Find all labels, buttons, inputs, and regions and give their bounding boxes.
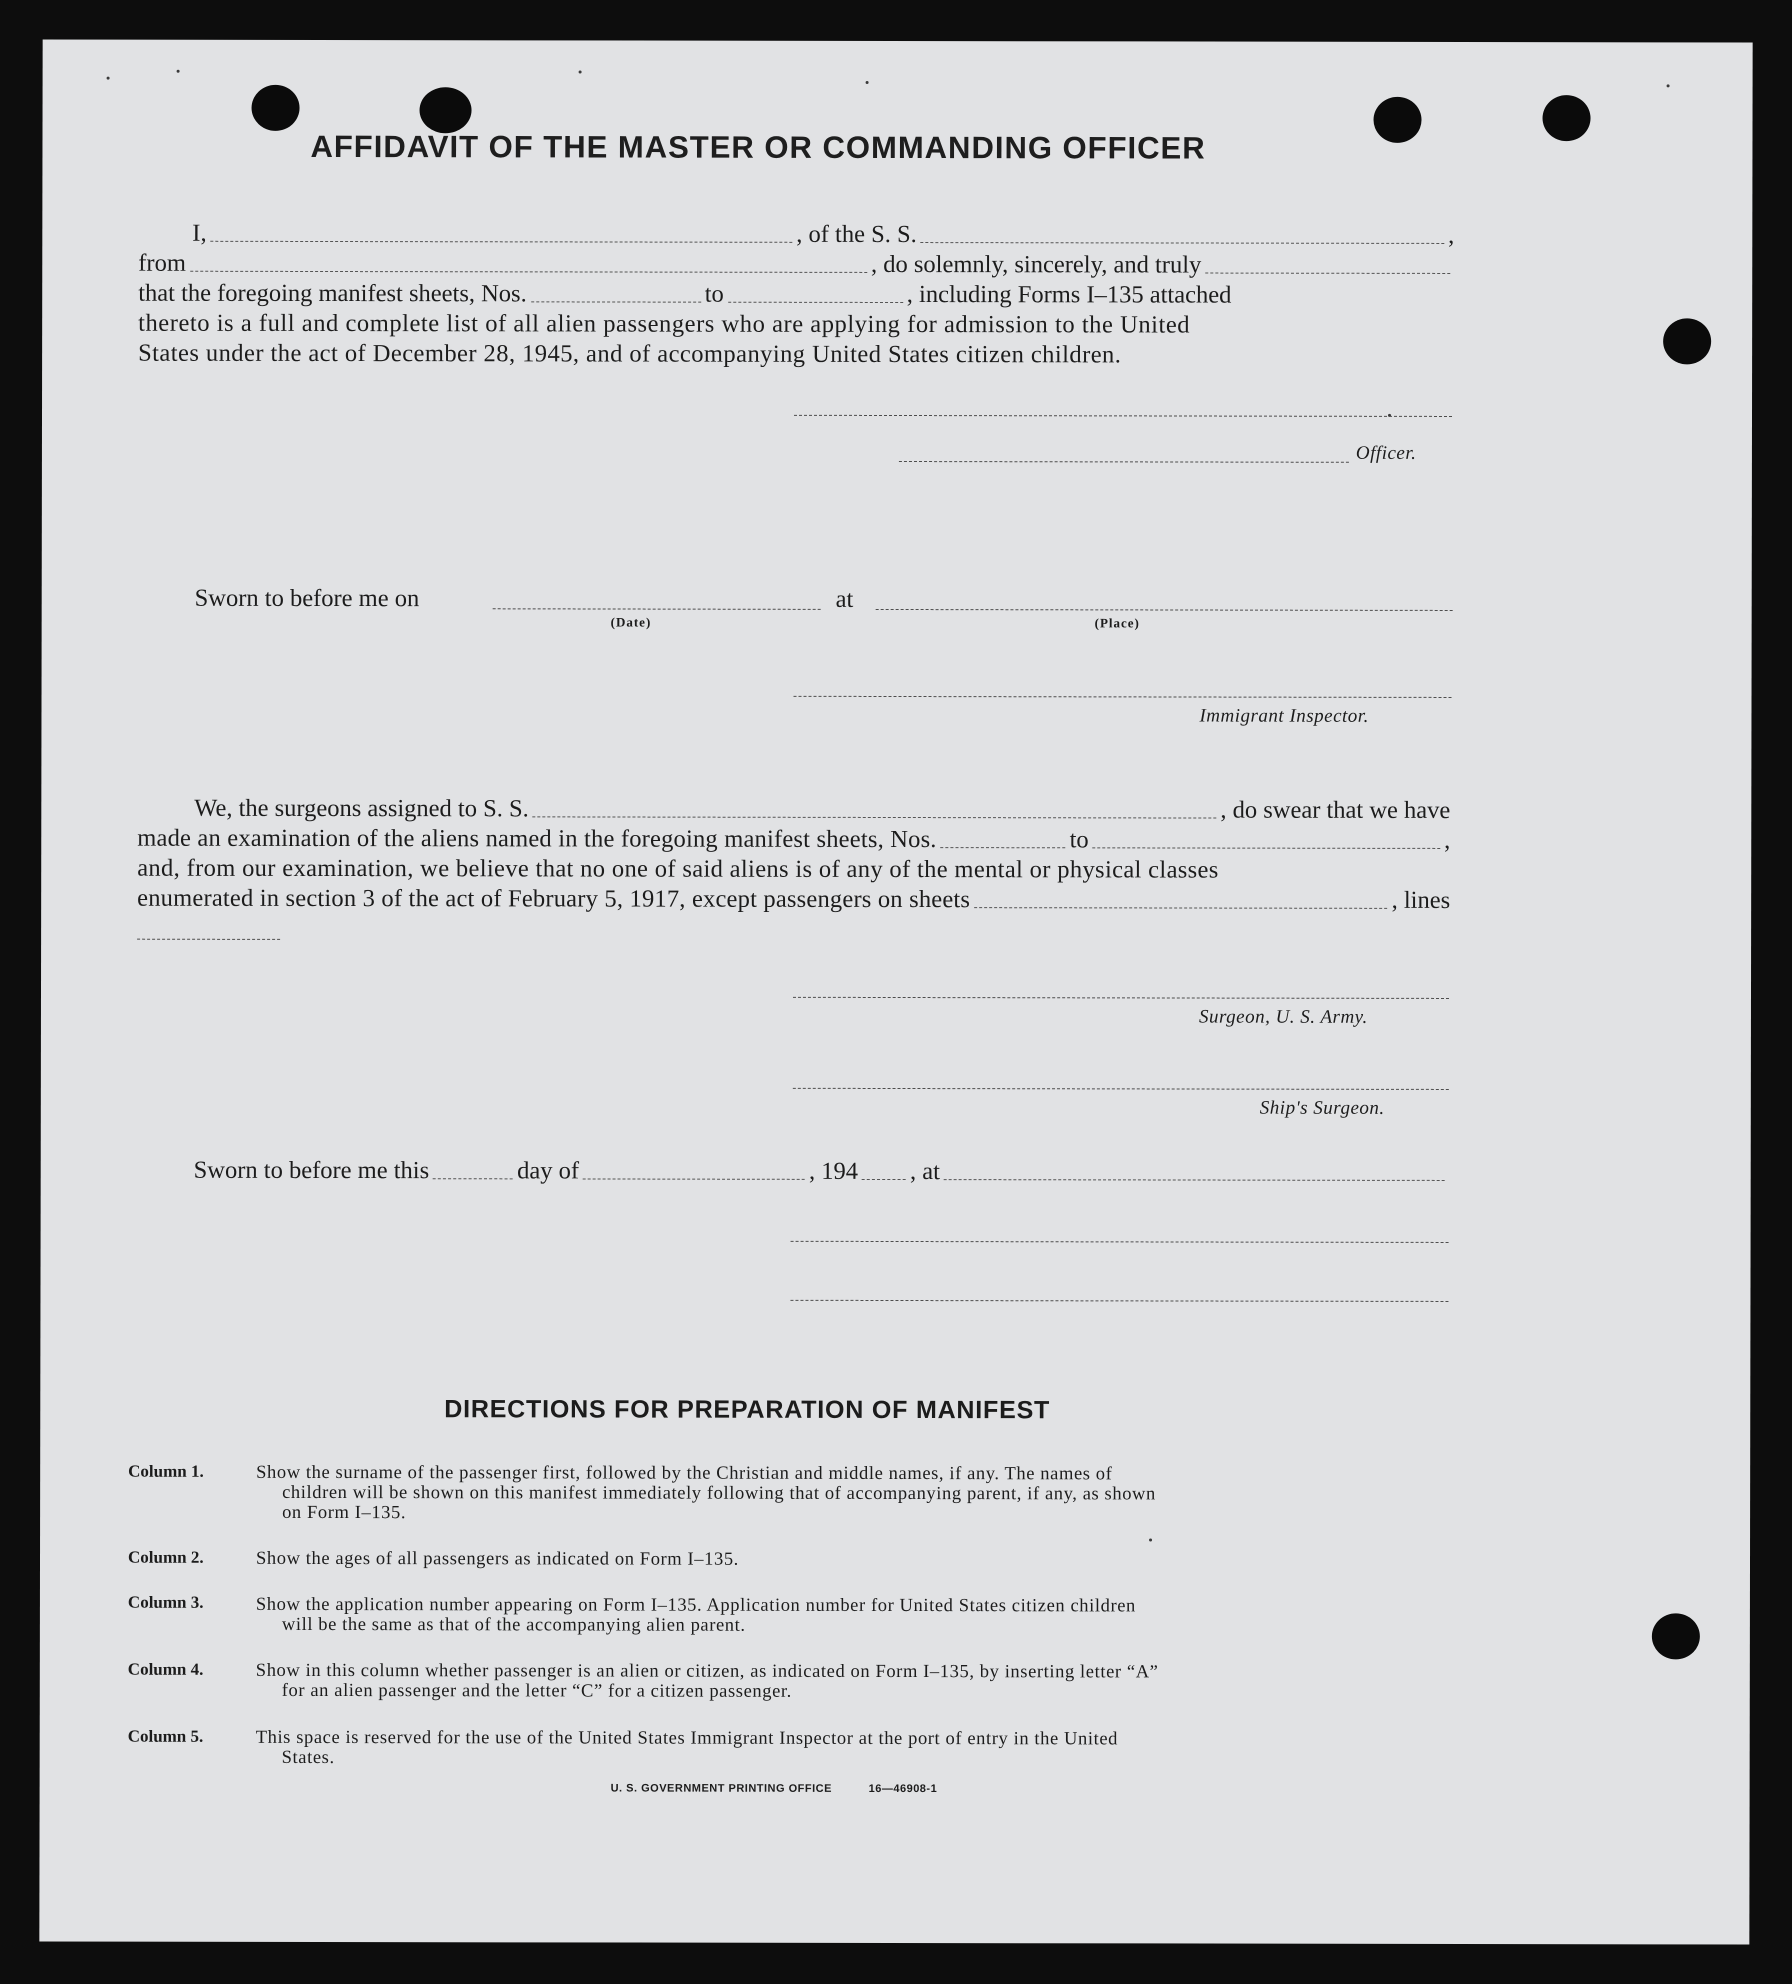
text: I, xyxy=(192,219,207,247)
surgeon-ship-field[interactable] xyxy=(533,816,1217,818)
sheets-from-field[interactable] xyxy=(531,301,701,302)
form-code-footer: 16—46908-1 xyxy=(868,1782,938,1796)
inspector-signature-line[interactable] xyxy=(794,696,1452,698)
text: children will be shown on this manifest immediately following that of accompanying parent, if any, as shown xyxy=(282,1482,1156,1505)
ship-surgeon-label: Ship's Surgeon. xyxy=(1259,1097,1385,1119)
sworn-place-field[interactable] xyxy=(876,609,1453,611)
punch-hole-2 xyxy=(419,87,471,133)
officer-title-line[interactable] xyxy=(899,461,1349,463)
affidavit-line-3 xyxy=(138,279,1454,311)
officer-signature-line-2[interactable] xyxy=(791,1241,1449,1243)
text: from xyxy=(138,249,186,277)
printer-footer: U. S. GOVERNMENT PRINTING OFFICE xyxy=(610,1782,832,1795)
speck xyxy=(866,81,869,84)
direction-head-1: Column 1. xyxy=(128,1461,204,1481)
affidavit-line-1 xyxy=(192,219,1454,251)
day-field[interactable] xyxy=(433,1178,513,1179)
text: , do solemnly, sincerely, and truly xyxy=(871,250,1202,279)
text: , xyxy=(1444,826,1451,854)
lines-field[interactable] xyxy=(137,939,280,940)
surgeon-line-4 xyxy=(137,884,1450,916)
surgeon-sheets-from-field[interactable] xyxy=(941,847,1066,848)
sheets-to-field[interactable] xyxy=(728,302,903,303)
surgeon-line-2 xyxy=(137,824,1450,856)
affidavit-line-2 xyxy=(138,249,1454,281)
text: States. xyxy=(281,1747,335,1769)
master-name-field[interactable] xyxy=(211,241,793,243)
text: Show the application number appearing on Form I–135. Application number for United States citizen children xyxy=(255,1594,1136,1617)
text: made an examination of the aliens named in the foregoing manifest sheets, Nos. xyxy=(137,824,937,854)
sworn-place-field-2[interactable] xyxy=(944,1179,1445,1181)
text: , do swear that we have xyxy=(1220,796,1451,824)
speck xyxy=(107,77,110,80)
speck xyxy=(579,70,582,73)
affidavit-line-4 xyxy=(138,309,1454,341)
surgeon-sheets-to-field[interactable] xyxy=(1093,847,1440,849)
text: , including Forms I–135 attached xyxy=(906,281,1232,309)
year-field[interactable] xyxy=(862,1179,906,1180)
army-surgeon-signature-line[interactable] xyxy=(793,997,1449,999)
text: on Form I–135. xyxy=(282,1502,407,1524)
text: enumerated in section 3 of the act of February 5, 1917, except passengers on sheets xyxy=(137,884,971,914)
text: Show the ages of all passengers as indicated on Form I–135. xyxy=(255,1548,739,1570)
text: day of xyxy=(517,1157,580,1185)
form-title: AFFIDAVIT OF THE MASTER OR COMMANDING OFFICER xyxy=(310,128,1206,166)
master-signature-line[interactable] xyxy=(794,415,1452,417)
text: Sworn to before me this xyxy=(193,1156,430,1185)
text: This space is reserved for the use of the United States Immigrant Inspector at the port of entry in the United xyxy=(255,1727,1119,1750)
direction-text-3 xyxy=(256,1595,1446,1637)
speck xyxy=(1149,1538,1152,1541)
text: We, the surgeons assigned to S. S. xyxy=(194,794,529,823)
month-field[interactable] xyxy=(583,1178,805,1179)
directions-title: DIRECTIONS FOR PREPARATION OF MANIFEST xyxy=(444,1395,1051,1425)
direction-head-2: Column 2. xyxy=(127,1547,204,1567)
inspector-label: Immigrant Inspector. xyxy=(1199,705,1369,727)
except-sheets-field[interactable] xyxy=(974,907,1387,909)
direction-text-4 xyxy=(256,1661,1446,1703)
text: to xyxy=(1069,826,1089,854)
punch-hole-3 xyxy=(1373,97,1421,143)
direction-text-2 xyxy=(256,1549,1446,1571)
punch-hole-1 xyxy=(252,85,300,131)
text: , at xyxy=(910,1158,941,1186)
text: to xyxy=(704,280,724,308)
sworn-line-2 xyxy=(194,1156,1449,1188)
text: , xyxy=(1448,221,1455,249)
text: will be the same as that of the accompanying alien parent. xyxy=(281,1614,746,1636)
punch-hole-4 xyxy=(1542,95,1590,141)
sworn-date-field[interactable] xyxy=(493,608,821,610)
ship-name-field[interactable] xyxy=(921,242,1444,244)
text: , 194 xyxy=(809,1157,859,1185)
speck xyxy=(177,70,180,73)
text: thereto is a full and complete list of all alien passengers who are applying for admission to the United xyxy=(138,309,1191,339)
speck xyxy=(1667,84,1670,87)
text: , of the S. S. xyxy=(796,220,917,249)
surgeon-line-1 xyxy=(194,794,1450,826)
direction-head-4: Column 4. xyxy=(127,1659,204,1679)
departure-port-field[interactable] xyxy=(190,271,867,273)
text: States under the act of December 28, 1945, and of accompanying United States citizen children. xyxy=(138,339,1122,369)
direction-text-1 xyxy=(256,1463,1446,1525)
text: Show the surname of the passenger first, followed by the Christian and middle names, if any. The names of xyxy=(256,1462,1113,1485)
surgeon-line-3 xyxy=(137,854,1450,886)
text: for an alien passenger and the letter “C” for a citizen passenger. xyxy=(281,1680,792,1702)
direction-text-5 xyxy=(256,1728,1446,1770)
sworn-text-1: Sworn to before me on xyxy=(194,584,420,613)
affidavit-line-5 xyxy=(138,339,1454,371)
place-caption: (Place) xyxy=(1094,615,1140,631)
officer-label: Officer. xyxy=(1355,442,1417,464)
officer-title-line-2[interactable] xyxy=(790,1300,1448,1302)
direction-head-3: Column 3. xyxy=(127,1592,204,1612)
punch-hole-6 xyxy=(1652,1613,1700,1659)
form-page xyxy=(39,40,1752,1945)
direction-head-5: Column 5. xyxy=(127,1726,204,1746)
date-caption: (Date) xyxy=(610,614,652,630)
sworn-at-text: at xyxy=(835,585,854,613)
declare-field[interactable] xyxy=(1205,273,1450,274)
surgeon-army-label: Surgeon, U. S. Army. xyxy=(1198,1006,1368,1028)
ship-surgeon-signature-line[interactable] xyxy=(793,1088,1449,1090)
text: , lines xyxy=(1391,886,1451,914)
text: and, from our examination, we believe that no one of said aliens is of any of the mental or physical classes xyxy=(137,854,1219,884)
text: Show in this column whether passenger is an alien or citizen, as indicated on Form I–135, by inserting letter “A” xyxy=(255,1660,1159,1683)
text: that the foregoing manifest sheets, Nos. xyxy=(138,279,527,308)
punch-hole-5 xyxy=(1663,318,1711,364)
